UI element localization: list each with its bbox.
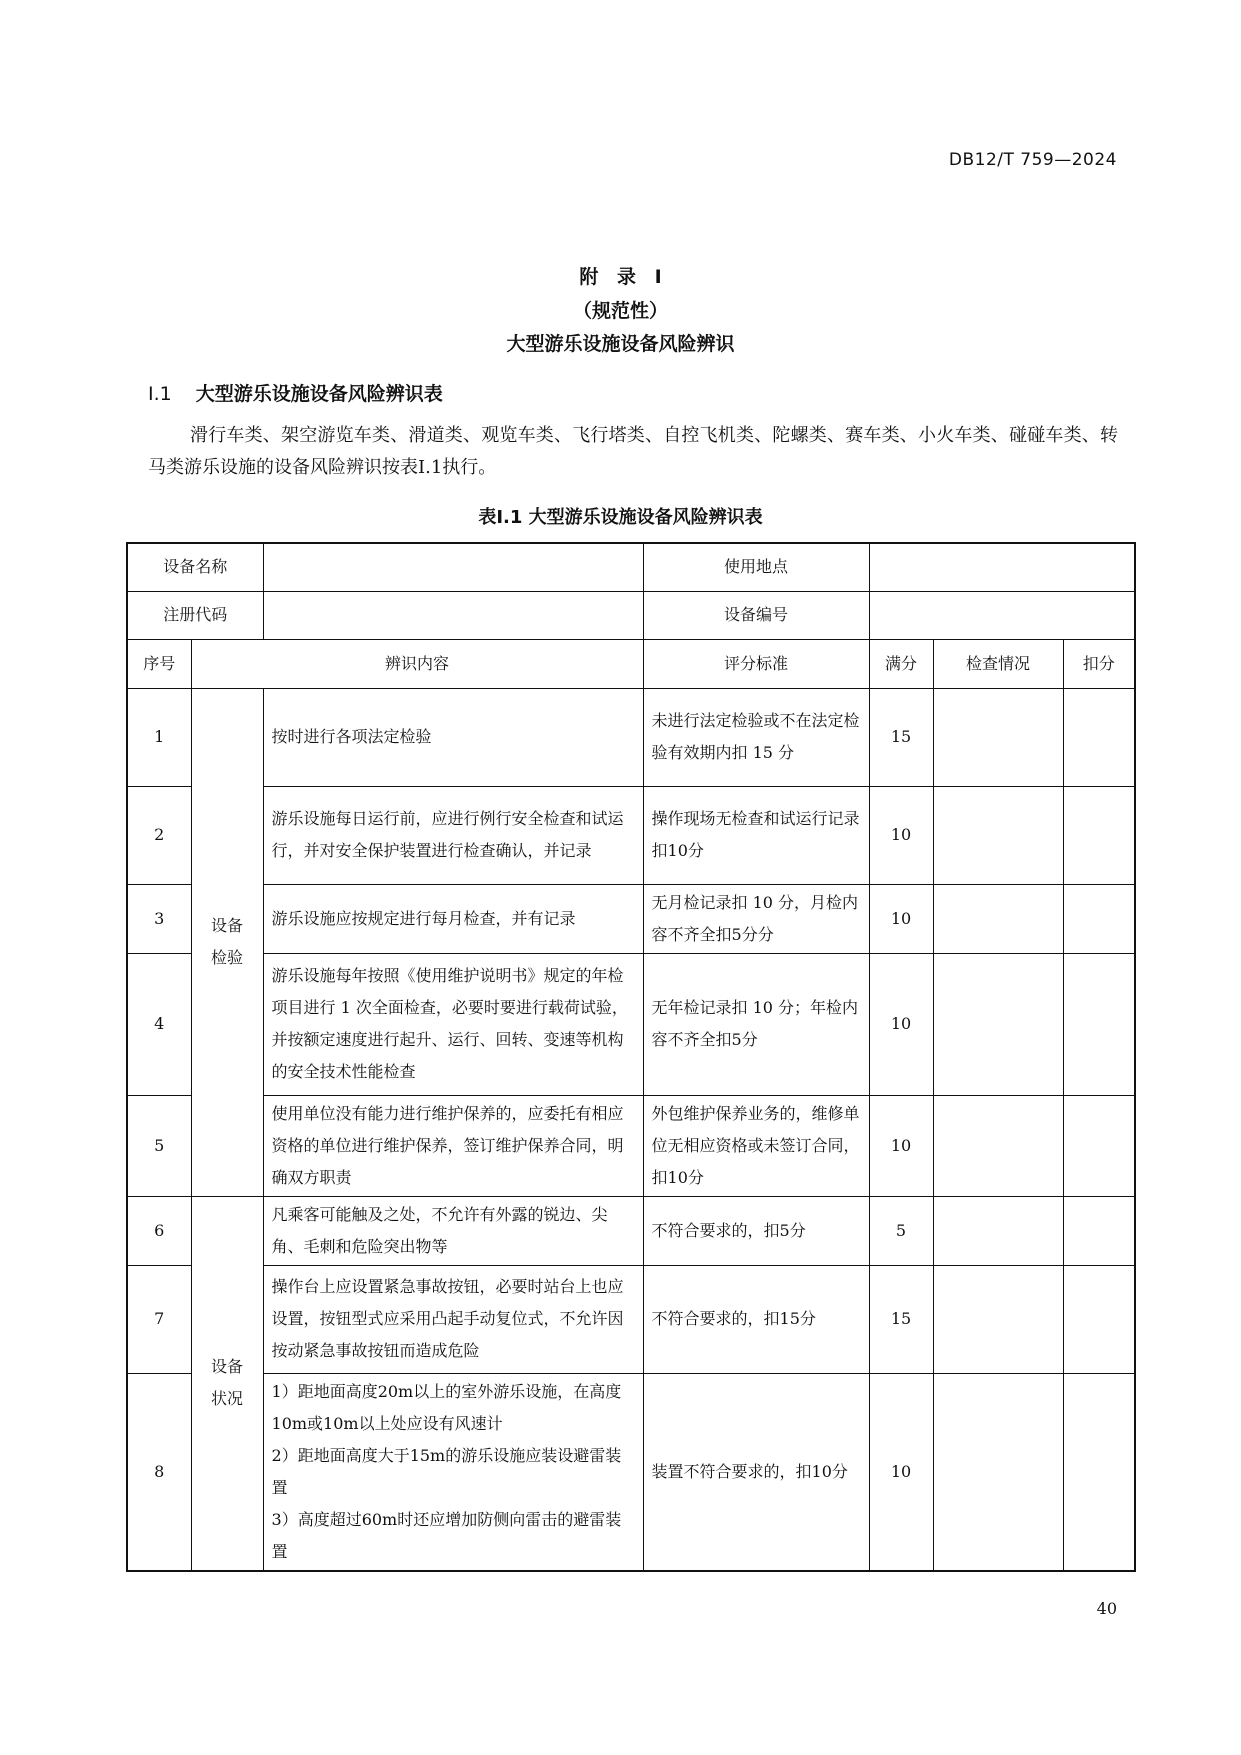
row-criteria: 装置不符合要求的，扣10分 [643,1373,869,1571]
info-row-2 [127,591,1135,639]
row-check-result[interactable] [933,688,1063,786]
row-content: 凡乘客可能触及之处，不允许有外露的锐边、尖角、毛刺和危险突出物等 [263,1196,643,1265]
registration-code-label: 注册代码 [127,591,263,639]
table-row [127,1373,1135,1571]
row-deduction[interactable] [1063,953,1135,1095]
row-content [263,1373,643,1571]
category-line: 状况 [211,1389,244,1408]
table-row [127,953,1135,1095]
row-full-score: 10 [869,1095,933,1196]
appendix-title: 附 录 I [579,266,662,288]
content-line: 1）距地面高度20m以上的室外游乐设施，在高度10m或10m以上处应设有风速计 [271,1381,622,1433]
row-seq: 7 [127,1265,191,1373]
row-deduction[interactable] [1063,884,1135,953]
section-heading [148,379,443,406]
location-value[interactable] [869,543,1135,591]
category-line: 检验 [211,948,244,967]
row-check-result[interactable] [933,953,1063,1095]
header-content: 辨识内容 [191,639,643,688]
row-criteria: 无年检记录扣 10 分；年检内容不齐全扣5分 [643,953,869,1095]
page-number: 40 [1096,1599,1117,1618]
row-full-score: 10 [869,1373,933,1571]
row-deduction[interactable] [1063,1095,1135,1196]
row-full-score: 10 [869,953,933,1095]
equipment-name-label: 设备名称 [127,543,263,591]
row-seq: 5 [127,1095,191,1196]
row-full-score: 10 [869,884,933,953]
row-check-result[interactable] [933,786,1063,884]
row-content: 游乐设施每年按照《使用维护说明书》规定的年检项目进行 1 次全面检查，必要时要进行载荷试验，并按额定速度进行起升、运行、回转、变速等机构的安全技术性能检查 [263,953,643,1095]
category-line: 设备 [211,1357,244,1376]
standard-code: DB12/T 759—2024 [948,150,1117,170]
risk-identification-table [126,542,1136,1572]
registration-code-value[interactable] [263,591,643,639]
row-check-result[interactable] [933,1265,1063,1373]
row-criteria: 外包维护保养业务的，维修单位无相应资格或未签订合同，扣10分 [643,1095,869,1196]
table-row [127,1265,1135,1373]
row-content: 游乐设施每日运行前，应进行例行安全检查和试运行，并对安全保护装置进行检查确认，并记录 [263,786,643,884]
header-check-result: 检查情况 [933,639,1063,688]
header-seq: 序号 [127,639,191,688]
row-full-score: 15 [869,1265,933,1373]
row-seq: 2 [127,786,191,884]
row-check-result[interactable] [933,1196,1063,1265]
appendix-type: （规范性） [572,300,668,322]
header-criteria: 评分标准 [643,639,869,688]
row-full-score: 15 [869,688,933,786]
table-row [127,1196,1135,1265]
row-seq: 4 [127,953,191,1095]
row-check-result[interactable] [933,1095,1063,1196]
table-row [127,786,1135,884]
row-seq: 1 [127,688,191,786]
header-deduction: 扣分 [1063,639,1135,688]
row-criteria: 不符合要求的，扣5分 [643,1196,869,1265]
header-row [127,639,1135,688]
location-label: 使用地点 [643,543,869,591]
content-line: 2）距地面高度大于15m的游乐设施应装设避雷装置 [271,1445,622,1497]
content-line: 3）高度超过60m时还应增加防侧向雷击的避雷装置 [271,1509,622,1561]
row-deduction[interactable] [1063,786,1135,884]
row-seq: 3 [127,884,191,953]
row-deduction[interactable] [1063,1265,1135,1373]
row-check-result[interactable] [933,884,1063,953]
row-seq: 8 [127,1373,191,1571]
row-deduction[interactable] [1063,688,1135,786]
row-check-result[interactable] [933,1373,1063,1571]
table-row [127,688,1135,786]
row-content: 游乐设施应按规定进行每月检查，并有记录 [263,884,643,953]
row-full-score: 10 [869,786,933,884]
section-number: I.1 [148,383,172,405]
row-seq: 6 [127,1196,191,1265]
category-line: 设备 [211,916,244,935]
category-equipment-inspection [191,688,263,1196]
info-row-1 [127,543,1135,591]
table-row [127,1095,1135,1196]
device-number-label: 设备编号 [643,591,869,639]
body-paragraph: 滑行车类、架空游览车类、滑道类、观览车类、飞行塔类、自控飞机类、陀螺类、赛车类、小火车类、碰碰车类、转马类游乐设施的设备风险辨识按表I.1执行。 [148,425,1118,478]
section-title: 大型游乐设施设备风险辨识表 [195,383,443,405]
row-criteria: 无月检记录扣 10 分，月检内容不齐全扣5分分 [643,884,869,953]
row-content: 操作台上应设置紧急事故按钮，必要时站台上也应设置，按钮型式应采用凸起手动复位式，不允许因按动紧急事故按钮而造成危险 [263,1265,643,1373]
table-row [127,884,1135,953]
row-criteria: 未进行法定检验或不在法定检验有效期内扣 15 分 [643,688,869,786]
category-equipment-status [191,1196,263,1571]
row-deduction[interactable] [1063,1196,1135,1265]
row-content: 按时进行各项法定检验 [263,688,643,786]
row-criteria: 操作现场无检查和试运行记录扣10分 [643,786,869,884]
row-full-score: 5 [869,1196,933,1265]
row-content: 使用单位没有能力进行维护保养的，应委托有相应资格的单位进行维护保养，签订维护保养合同，明确双方职责 [263,1095,643,1196]
table-caption: 表I.1 大型游乐设施设备风险辨识表 [478,507,763,528]
device-number-value[interactable] [869,591,1135,639]
appendix-name: 大型游乐设施设备风险辨识 [506,333,735,355]
equipment-name-value[interactable] [263,543,643,591]
header-full-score: 满分 [869,639,933,688]
row-deduction[interactable] [1063,1373,1135,1571]
row-criteria: 不符合要求的，扣15分 [643,1265,869,1373]
